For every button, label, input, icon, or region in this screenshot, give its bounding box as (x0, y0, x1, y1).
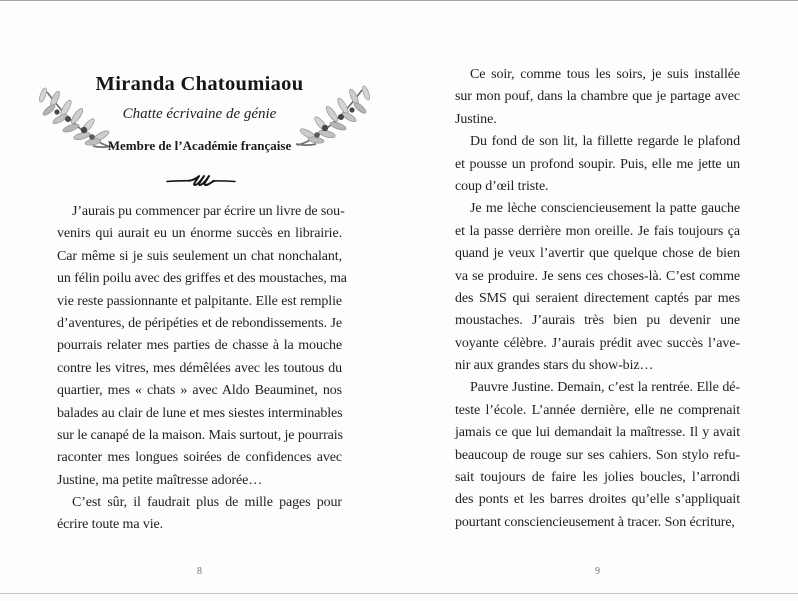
author-affiliation: Membre de l’Académie française (107, 138, 292, 153)
text-line: J’aurais pu commencer par écrire un livre de sou- (72, 204, 345, 219)
top-frame-line (0, 0, 798, 1)
left-page-text (57, 201, 347, 537)
text-line: balades au clair de lune et mes siestes interminables (57, 405, 343, 421)
text-line: pourrais relater mes parties de chasse à la mouche (57, 338, 342, 354)
text-line: pourtant consciencieusement à tracer. Son écriture, (455, 514, 735, 530)
text-line: Justine, ma petite maîtresse adorée… (57, 472, 263, 488)
text-line: va se produire. Je sens ces choses-là. C’est comme (455, 268, 740, 284)
text-line: quartier, mes « chats » avec Aldo Beauminet, nos (57, 383, 342, 399)
text-line: contre les vitres, mes démêlées avec les toutous du (57, 360, 342, 376)
text-line: Je me lèche consciencieusement la patte gauche (470, 201, 740, 217)
text-line: Ce soir, comme tous les soirs, je suis installée (470, 67, 740, 82)
author-name: Miranda Chatoumiaou (95, 73, 304, 95)
text-line: teste l’école. L’année dernière, elle ne comprenait (455, 402, 740, 418)
text-line: Pauvre Justine. Demain, c’est la rentrée. Elle dé- (470, 380, 740, 396)
bottom-frame-line (0, 593, 798, 594)
text-line: Justine. (455, 111, 497, 127)
text-line: quand je veux l’avertir que quelque chose de bien (455, 246, 740, 262)
text-line: venirs qui aurait eu un énorme succès en librairie. (57, 226, 342, 242)
text-line: raconter mes longues soirées de confidences avec (57, 450, 342, 466)
right-page-number: 9 (595, 566, 600, 577)
text-line: des SMS qui seraient directement captés par mes (455, 290, 740, 306)
text-line: sur le canapé de la maison. Mais surtout, je pourrais (57, 427, 343, 443)
text-line: sait toujours de faire les jolies boucles, l’arrondi (455, 470, 740, 486)
text-line: beaucoup de rouge sur ses cahiers. Son stylo refu- (455, 447, 740, 463)
text-line: moustaches. J’aurais très bien pu devenir une (455, 313, 740, 329)
text-line: et pousse un profond soupir. Puis, elle me jette un (455, 156, 740, 172)
text-line: des ponts et les barres droites qu’elle s’appliquait (455, 492, 740, 508)
right-page-text (455, 64, 740, 534)
author-subtitle: Chatte écrivaine de génie (122, 106, 277, 122)
text-line: vie reste passionnante et palpitante. Elle est remplie (57, 293, 342, 309)
text-line: voyante célèbre. J’aurais prédit avec succès l’ave- (455, 335, 740, 351)
text-line: nir aux grandes stars du show-biz… (455, 358, 654, 374)
text-line: C’est sûr, il faudrait plus de mille pages pour (72, 495, 342, 511)
text-line: écrire toute ma vie. (57, 517, 164, 533)
text-line: un félin poilu avec des griffes et des moustaches, ma (57, 271, 347, 287)
text-line: Car même si je suis seulement un chat nonchalant, (57, 248, 342, 264)
text-line: et la passe derrière mon oreille. Je fais toujours ça (455, 223, 740, 239)
left-page-number: 8 (197, 566, 202, 577)
text-line: d’aventures, de péripéties et de rebondissements. Je (57, 315, 342, 331)
text-line: coup d’œil triste. (455, 178, 549, 194)
divider-flourish-icon (166, 173, 236, 188)
text-line: jamais ce que lui demandait la maîtresse. Il y avait (455, 425, 740, 441)
text-line: sur mon pouf, dans la chambre que je partage avec (455, 89, 740, 105)
text-line: Du fond de son lit, la fillette regarde le plafond (470, 134, 740, 150)
